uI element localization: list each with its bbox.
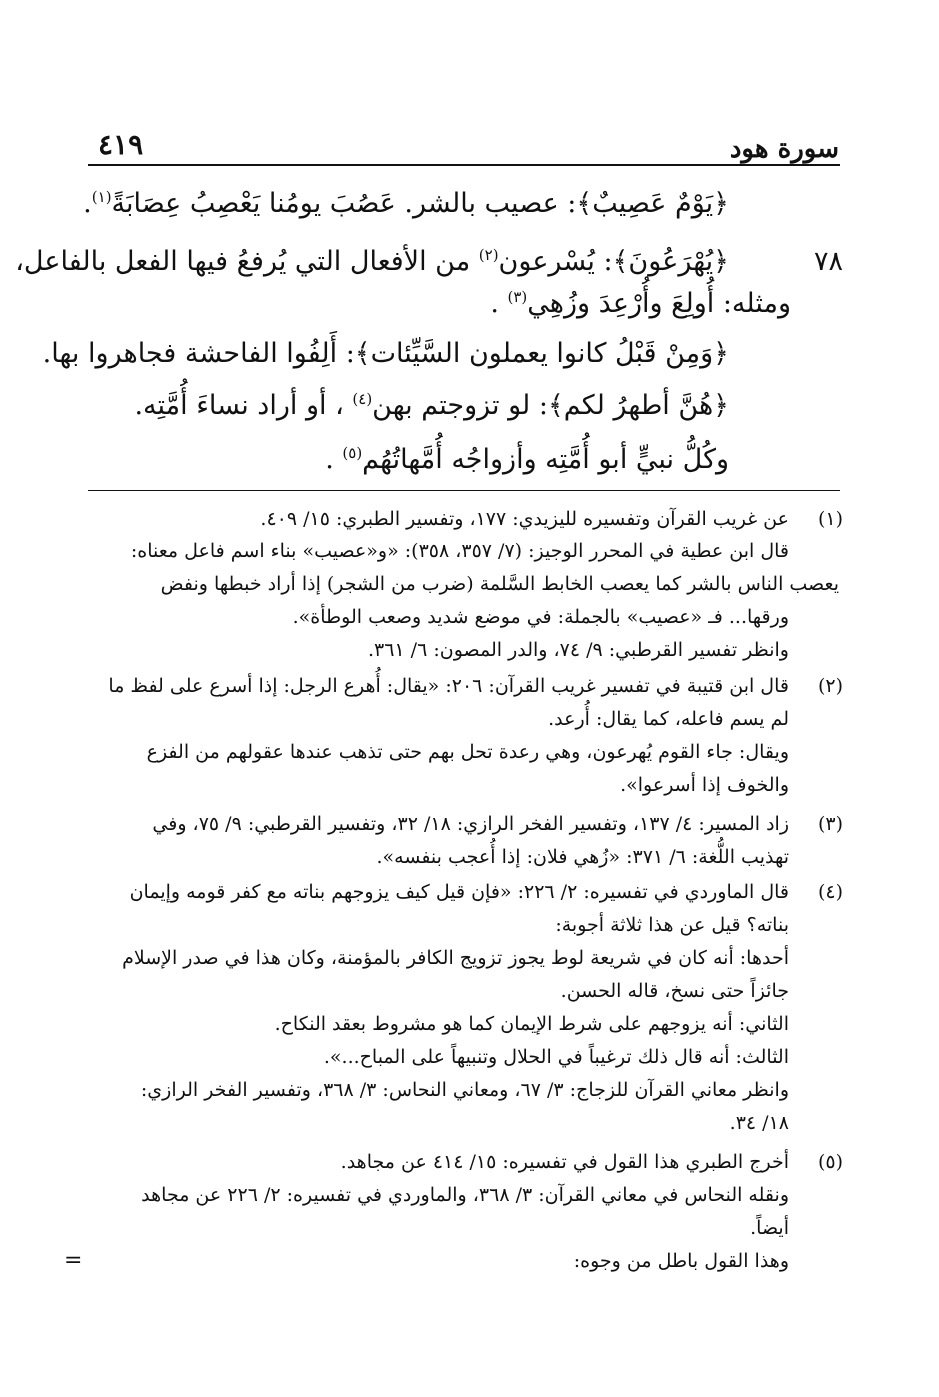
footnote-line: قال الماوردي في تفسيره: ٢/ ٢٢٦: «فإن قيل كيف يزوجهم بناته مع كفر قومه وإيمان — [129, 881, 789, 903]
footnote-number: (٢) — [817, 675, 843, 697]
footnote-line: ١٨/ ٣٤. — [729, 1112, 789, 1134]
footnote-line: أخرج الطبري هذا القول في تفسيره: ١٥/ ٤١٤ عن مجاهد. — [340, 1151, 789, 1173]
footnote-number: (٤) — [817, 881, 843, 903]
footnote-line: بناته؟ قيل عن هذا ثلاثة أجوبة: — [555, 914, 789, 936]
footnote-line: عن غريب القرآن وتفسيره لليزيدي: ١٧٧، وتفسير الطبري: ١٥/ ٤٠٩. — [260, 508, 789, 530]
footnote-line: الثاني: أنه يزوجهم على شرط الإيمان كما هو مشروط بعقد النكاح. — [274, 1013, 789, 1035]
footnote-ref: (١) — [91, 188, 112, 206]
footnote-line: لم يسم فاعله، كما يقال: أُرعد. — [548, 708, 789, 730]
footnote-line: الثالث: أنه قال ذلك ترغيباً في الحلال وتنبيهاً على المباح...». — [323, 1046, 789, 1068]
verse-text: وكُلُّ نبيٍّ أبو أُمَّتِه وأزواجُه أُمَّهاتُهُم — [362, 444, 729, 475]
footnote-number: (١) — [817, 508, 843, 530]
footnote-ref: (٢) — [478, 246, 499, 264]
verse-tail: من الأفعال التي يُرفعُ فيها الفعل بالفاعل، — [15, 246, 479, 277]
verse-tail: . — [490, 288, 508, 319]
footnote-line: ويقال: جاء القوم يُهرعون، وهي رعدة تحل بهم حتى تذهب عندها عقولهم من الفزع — [146, 741, 789, 763]
footnote-separator — [88, 490, 840, 491]
verse-line — [0, 386, 729, 426]
verse-line — [46, 284, 791, 324]
verse-line — [0, 440, 729, 480]
footnote-line: تهذيب اللُّغة: ٦/ ٣٧١: «زُهي فلان: إذا أُعجب بنفسه». — [376, 846, 789, 868]
verse-line — [0, 242, 729, 282]
verse-text: ﴿هُنَّ أطهرُ لكم﴾: لو تزوجتم بهن — [372, 390, 729, 421]
footnote-line: وهذا القول باطل من وجوه: — [573, 1250, 789, 1272]
footnote-number: (٣) — [817, 813, 843, 835]
verse-text: ﴿يُهْرَعُونَ﴾: يُسْرعون — [498, 246, 729, 277]
footnote-line: زاد المسير: ٤/ ١٣٧، وتفسير الفخر الرازي: ١٨/ ٣٢، وتفسير القرطبي: ٩/ ٧٥، وفي — [152, 813, 789, 835]
verse-text: ومثله: أُولِعَ وأُرْعِدَ وزُهِي — [527, 288, 791, 319]
surah-title: سورة هود — [729, 134, 839, 164]
footnote-ref: (٤) — [352, 390, 373, 408]
footnote-line: جائزاً حتى نسخ، قاله الحسن. — [560, 980, 789, 1002]
footnote-line: أيضاً. — [750, 1217, 789, 1239]
page-number: ٤١٩ — [98, 128, 144, 161]
footnote-line: قال ابن عطية في المحرر الوجيز: (٧/ ٣٥٧، ٣٥٨): «و«عصيب» بناء اسم فاعل معناه: — [130, 540, 789, 562]
footnote-line: أحدها: أنه كان في شريعة لوط يجوز تزويج الكافر بالمؤمنة، وكان هذا في صدر الإسلام — [122, 947, 789, 969]
footnote-line: قال ابن قتيبة في تفسير غريب القرآن: ٢٠٦: «يقال: أُهرع الرجل: إذا أسرع على لفظ ما — [108, 675, 789, 697]
verse-tail: ، أو أراد نساءَ أُمَّتِه. — [134, 390, 353, 421]
footnote-ref: (٣) — [507, 288, 528, 306]
footnote-number: (٥) — [817, 1151, 843, 1173]
verse-line — [0, 184, 729, 224]
footnote-line: وانظر معاني القرآن للزجاج: ٣/ ٦٧، ومعاني النحاس: ٣/ ٣٦٨، وتفسير الفخر الرازي: — [140, 1079, 789, 1101]
footnote-line: والخوف إذا أسرعوا». — [620, 774, 789, 796]
footnote-ref: (٥) — [342, 444, 363, 462]
verse-text: ﴿وَمِنْ قَبْلُ كانوا يعملون السَّيِّئات﴾: أَلِفُوا الفاحشة فجاهروا بها. — [42, 338, 729, 369]
continuation-mark: = — [64, 1248, 83, 1273]
footnote-line: ورقها... فـ «عصيب» بالجملة: في موضع شديد وصعب الوطأة». — [292, 606, 789, 628]
verse-number: ٧٨ — [813, 246, 843, 277]
verse-tail: . — [83, 188, 92, 219]
header-rule — [88, 164, 840, 166]
verse-text: ﴿يَوْمٌ عَصِيبٌ﴾: عصيب بالشر. عَصُبَ يومُنا يَعْصِبُ عِصَابَةً — [111, 188, 729, 219]
footnote-line: وانظر تفسير القرطبي: ٩/ ٧٤، والدر المصون: ٦/ ٣٦١. — [367, 639, 789, 661]
footnote-line: ونقله النحاس في معاني القرآن: ٣/ ٣٦٨، والماوردي في تفسيره: ٢/ ٢٢٦ عن مجاهد — [141, 1184, 789, 1206]
verse-line — [0, 334, 729, 374]
verse-tail: . — [325, 444, 343, 475]
footnote-line: يعصب الناس بالشر كما يعصب الخابط السَّلمة (ضرب من الشجر) إذا أراد خبطها ونفض — [160, 573, 839, 595]
